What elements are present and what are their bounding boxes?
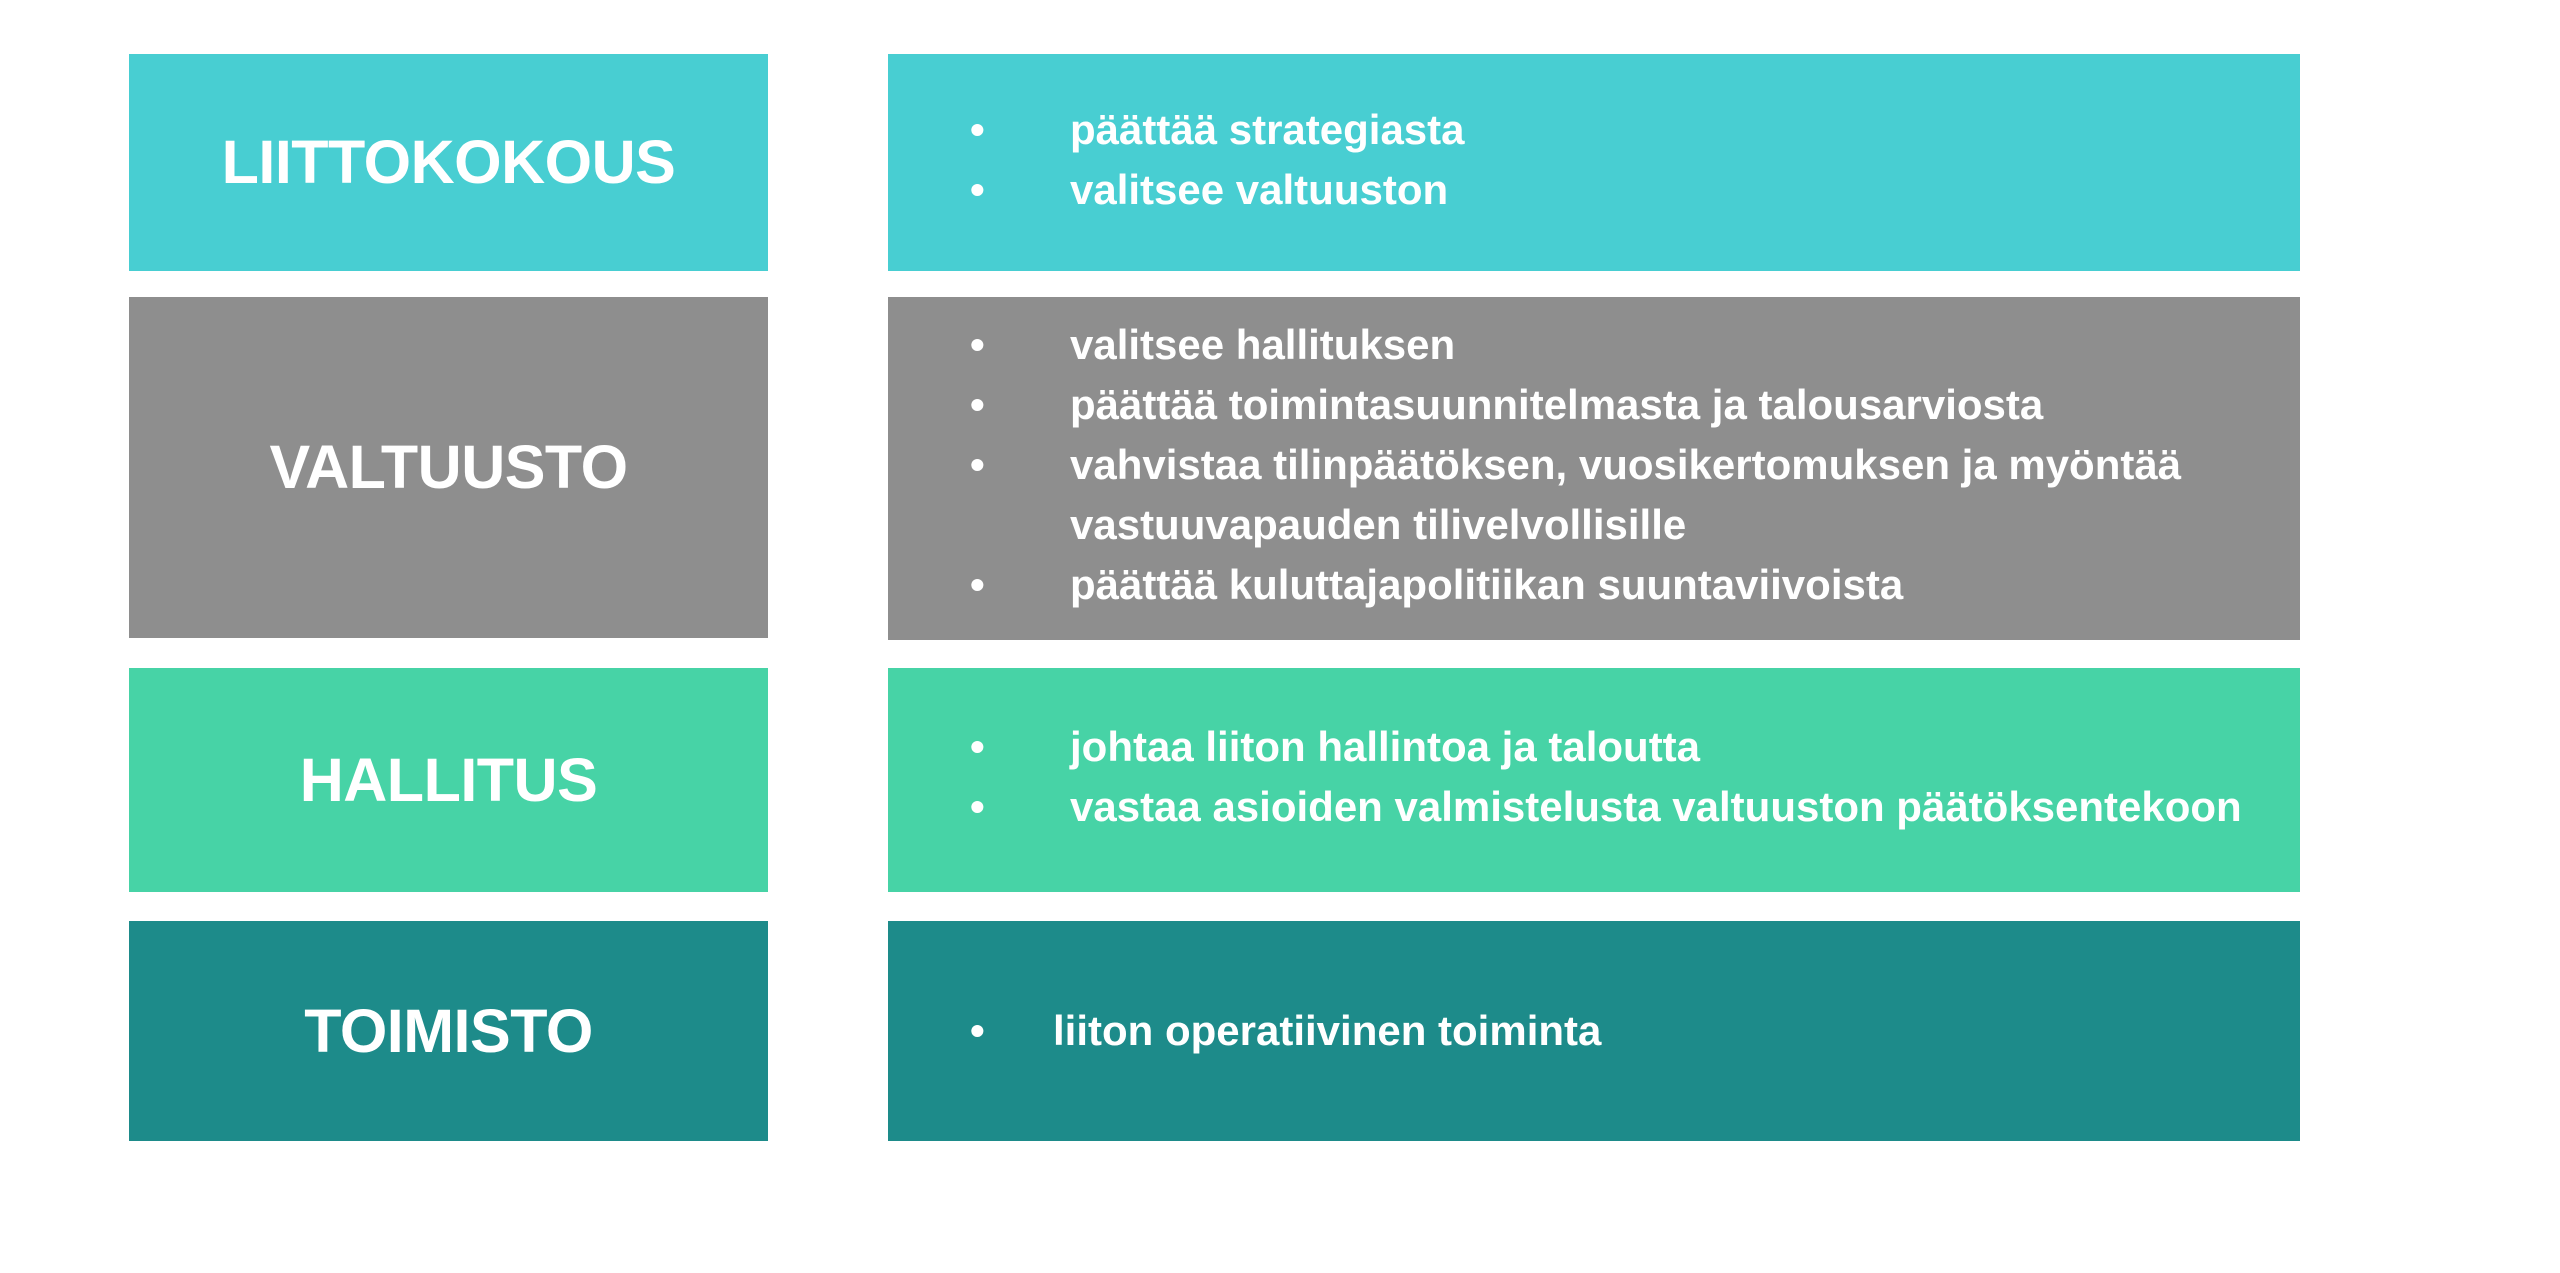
list-item: • vahvistaa tilinpäätöksen, vuosikertomuksen ja myöntää vastuuvapauden tilivelvollisille [970, 435, 2300, 555]
list-item: • johtaa liiton hallintoa ja taloutta [970, 717, 2300, 777]
valtuusto-title: VALTUUSTO [269, 433, 628, 501]
bullet-icon: • [970, 320, 985, 368]
liittokokous-duties-box [888, 54, 2300, 271]
bullet-icon: • [970, 105, 985, 153]
hallitus-label-box [129, 668, 768, 892]
hallitus-title: HALLITUS [299, 745, 598, 814]
bullet-icon: • [970, 783, 985, 830]
bullet-icon: • [970, 723, 985, 770]
hallitus-duties-list [888, 717, 2300, 837]
toimisto-title: TOIMISTO [304, 996, 593, 1065]
bullet-icon: • [970, 1007, 985, 1054]
hallitus-duties-box [888, 668, 2300, 892]
list-item: • valitsee hallituksen [970, 315, 2300, 375]
valtuusto-duties-list [888, 315, 2300, 615]
bullet-icon: • [970, 440, 985, 488]
list-item: • päättää strategiasta [970, 100, 2300, 160]
bullet-icon: • [970, 380, 985, 428]
liittokokous-title: LIITTOKOKOUS [221, 128, 676, 196]
toimisto-duties-box [888, 921, 2300, 1141]
liittokokous-label-box [129, 54, 768, 271]
toimisto-duties-list [888, 1001, 2300, 1061]
liittokokous-duties-list [888, 100, 2300, 220]
list-item: • liiton operatiivinen toiminta [970, 1001, 2300, 1061]
list-item: • valitsee valtuuston [970, 160, 2300, 220]
valtuusto-duties-box [888, 297, 2300, 640]
list-item: • päättää kuluttajapolitiikan suuntaviivoista [970, 555, 2300, 615]
bullet-icon: • [970, 165, 985, 213]
bullet-icon: • [970, 560, 985, 608]
valtuusto-label-box [129, 297, 768, 638]
list-item: • vastaa asioiden valmistelusta valtuuston päätöksentekoon [970, 777, 2300, 837]
toimisto-label-box [129, 921, 768, 1141]
list-item: • päättää toimintasuunnitelmasta ja talousarviosta [970, 375, 2300, 435]
